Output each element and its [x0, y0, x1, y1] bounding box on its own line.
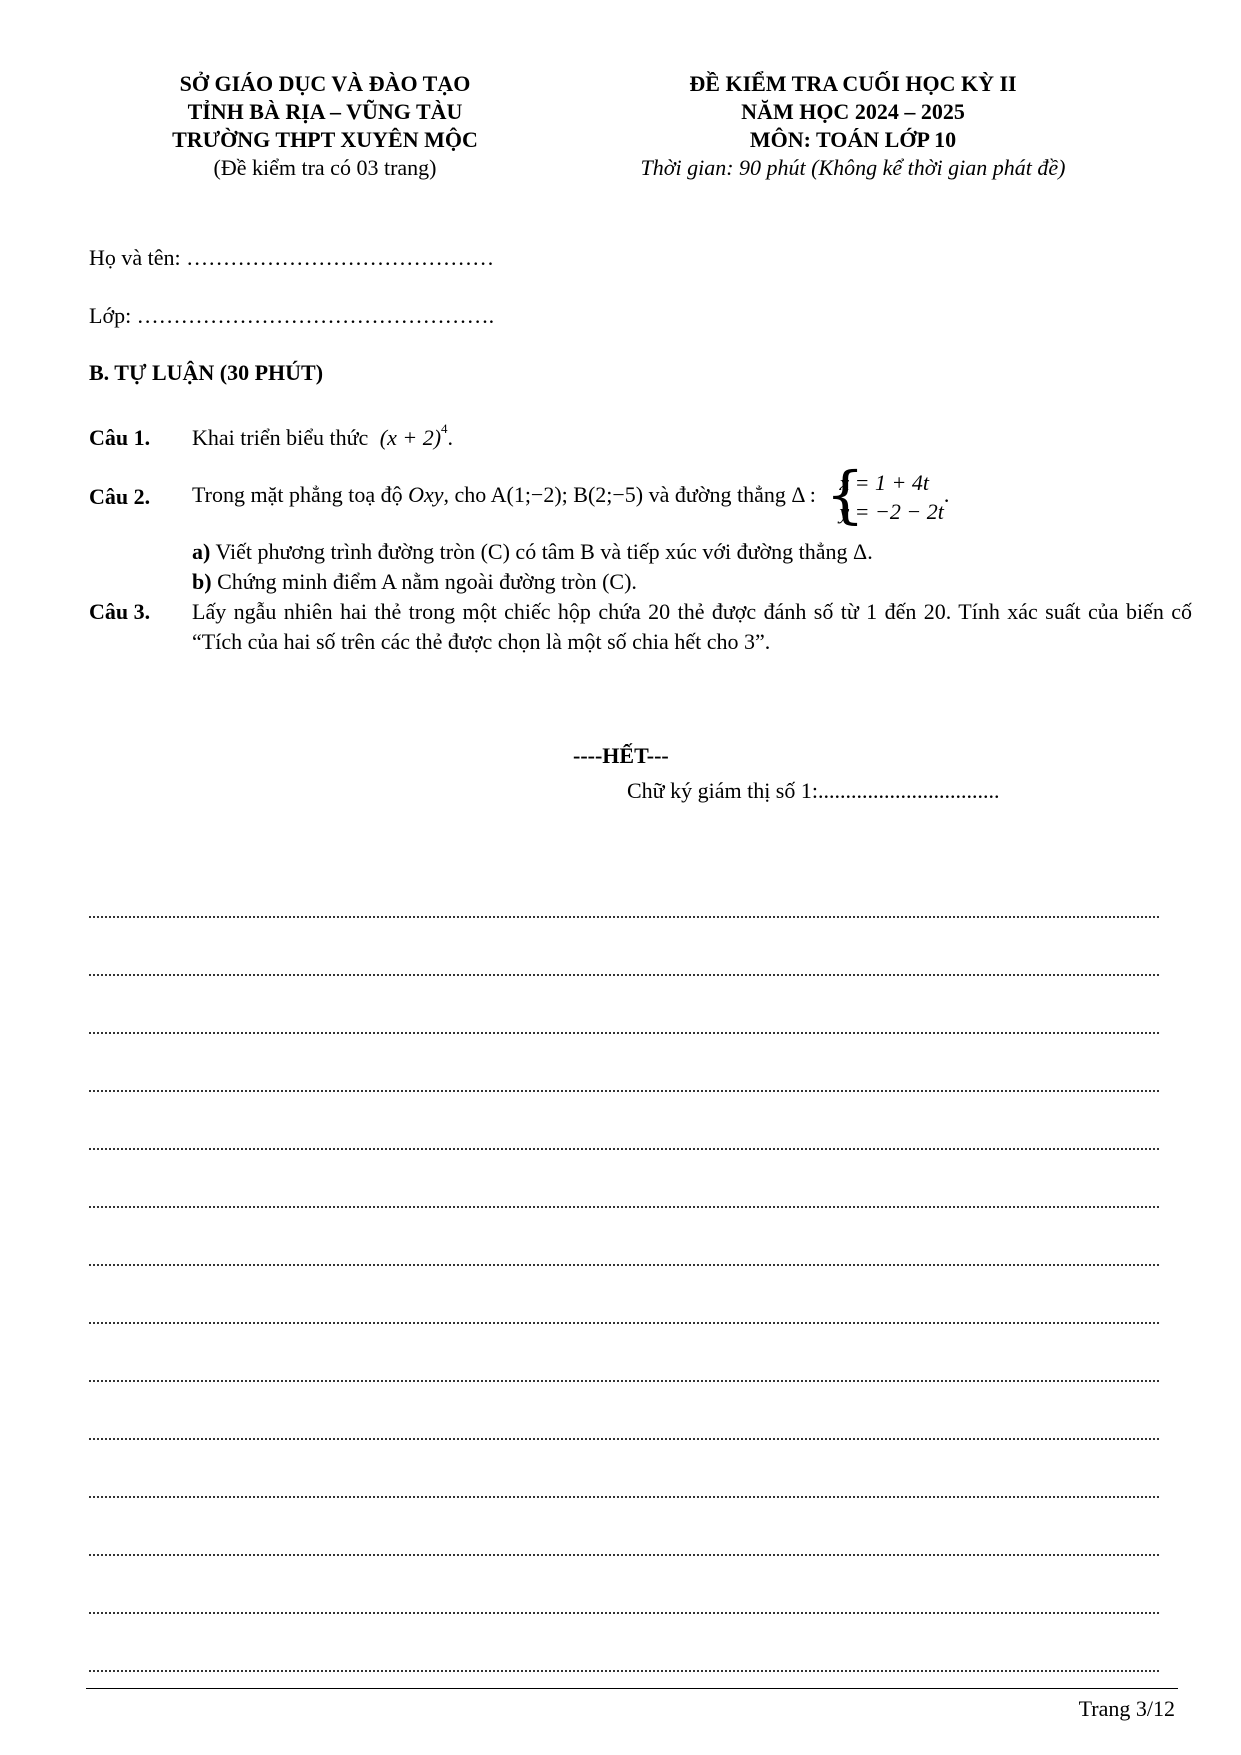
answer-line	[89, 1614, 1169, 1672]
proctor-signature-line: Chữ ký giám thị số 1:.................................	[627, 778, 1000, 803]
question-2-label: Câu 2.	[89, 484, 151, 509]
question-2-body	[192, 458, 1192, 531]
question-1-text: Khai triển biểu thức	[192, 425, 369, 450]
footer-divider	[86, 1688, 1178, 1689]
question-3-label: Câu 3.	[89, 599, 151, 624]
answer-line	[89, 1324, 1169, 1382]
question-1-label: Câu 1.	[89, 425, 151, 450]
question-2-delta: Δ :	[791, 482, 816, 508]
header-left	[120, 70, 530, 182]
answer-line	[89, 1092, 1169, 1150]
question-2-text-after: và đường thẳng	[648, 482, 786, 508]
equation-y: y = −2 − 2t	[839, 499, 944, 524]
question-2-oxy: Oxy	[408, 482, 444, 508]
answer-line	[89, 1440, 1169, 1498]
answer-line	[89, 918, 1169, 976]
province-name: TỈNH BÀ RỊA – VŨNG TÀU	[187, 99, 463, 124]
line-equation-system	[825, 458, 944, 531]
time-limit: Thời gian: 90 phút (Không kể thời gian phát đề)	[640, 155, 1066, 180]
question-2a-label: a)	[192, 539, 211, 564]
question-2-text-before: Trong mặt phẳng toạ độ	[192, 482, 403, 508]
answer-line	[89, 1498, 1169, 1556]
answer-line	[89, 860, 1169, 918]
header-right	[598, 70, 1108, 182]
equation-x: x = 1 + 4t	[839, 470, 929, 495]
end-marker: ----HẾT---	[573, 743, 669, 768]
answer-line	[89, 1266, 1169, 1324]
question-2b-label: b)	[192, 569, 212, 594]
question-3-text: Lấy ngẫu nhiên hai thẻ trong một chiếc hộp chứa 20 thẻ được đánh số từ 1 đến 20. Tính xác suất của biến cố “Tích của hai số trên các thẻ được chọn là một số chia hết cho 3”.	[192, 599, 1192, 654]
page-number: Trang 3/12	[1078, 1696, 1175, 1721]
answer-line	[89, 1150, 1169, 1208]
student-name-line: Họ và tên: ……………………………………	[89, 245, 495, 270]
answer-line	[89, 1382, 1169, 1440]
question-2-points: A(1;−2); B(2;−5)	[490, 482, 644, 508]
question-2a-text: Viết phương trình đường tròn (C) có tâm B và tiếp xúc với đường thẳng Δ.	[215, 539, 873, 564]
answer-line	[89, 1034, 1169, 1092]
question-2b	[192, 567, 637, 597]
answer-line	[89, 1556, 1169, 1614]
school-year: NĂM HỌC 2024 – 2025	[741, 99, 965, 124]
question-1-expression: (x + 2)	[379, 425, 442, 450]
student-class-line: Lớp: ………………………………………….	[89, 303, 495, 328]
subject: MÔN: TOÁN LỚP 10	[749, 127, 957, 152]
question-1-end: .	[447, 425, 454, 450]
page-count-note: (Đề kiểm tra có 03 trang)	[213, 155, 437, 180]
department-name: SỞ GIÁO DỤC VÀ ĐÀO TẠO	[179, 71, 471, 96]
answer-line	[89, 976, 1169, 1034]
question-1-body	[192, 423, 1192, 456]
question-1-exponent: 4	[441, 421, 448, 436]
answer-line	[89, 1208, 1169, 1266]
question-2a	[192, 537, 873, 567]
brace-icon: {	[825, 458, 865, 531]
question-2b-text: Chứng minh điểm A nằm ngoài đường tròn (C).	[217, 569, 637, 594]
answer-lines	[89, 860, 1169, 1672]
section-title: B. TỰ LUẬN (30 PHÚT)	[89, 360, 324, 385]
question-2-text-mid: , cho	[443, 482, 487, 508]
school-name: TRƯỜNG THPT XUYÊN MỘC	[172, 127, 478, 152]
question-2-end: .	[943, 482, 950, 508]
exam-title: ĐỀ KIỂM TRA CUỐI HỌC KỲ II	[689, 71, 1017, 96]
